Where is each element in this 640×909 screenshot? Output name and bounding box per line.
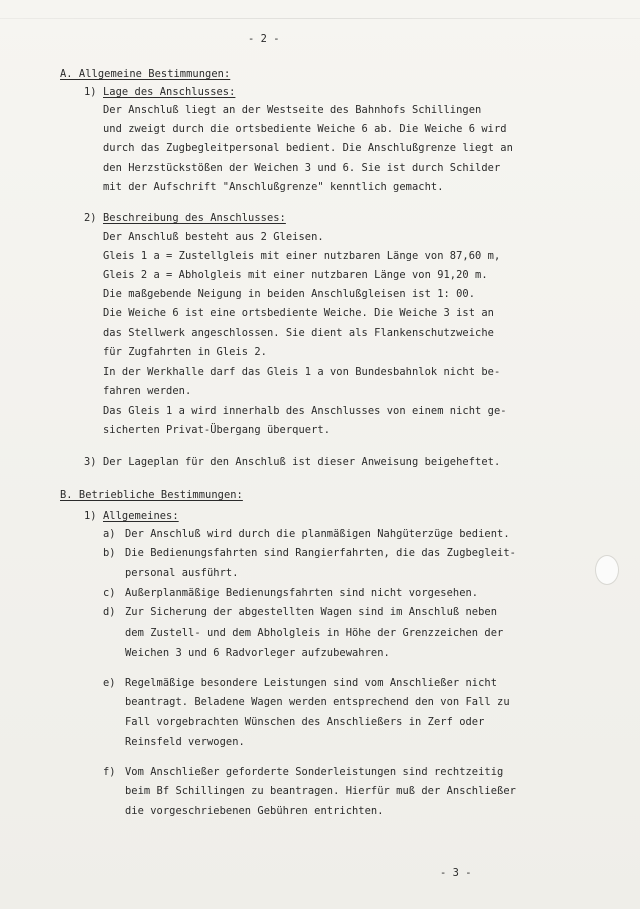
b1-subitem-line: die vorgeschriebenen Gebühren entrichten. [125,805,384,817]
section-b-heading: B. Betriebliche Bestimmungen: [60,489,243,501]
b1-subitem-letter: f) [103,766,116,778]
b1-subitem-line: Reinsfeld verwogen. [125,736,245,748]
b1-subitem-letter: a) [103,528,116,540]
page-number-bottom: - 3 - [440,867,472,879]
a2-number: 2) [84,212,97,224]
punch-hole [595,555,619,585]
a1-title: Lage des Anschlusses: [103,86,236,98]
a2-line: das Stellwerk angeschlossen. Sie dient als Flankenschutzweiche [103,327,494,339]
a1-line: mit der Aufschrift "Anschlußgrenze" kenntlich gemacht. [103,181,444,193]
a2-line: für Zugfahrten in Gleis 2. [103,346,267,358]
b1-subitem-line: Zur Sicherung der abgestellten Wagen sind im Anschluß neben [125,606,498,618]
b1-subitem-line: Die Bedienungsfahrten sind Rangierfahrten, die das Zugbegleit- [125,547,516,559]
a1-line: und zweigt durch die ortsbediente Weiche 6 ab. Die Weiche 6 wird [103,123,507,135]
a2-line: Gleis 2 a = Abholgleis mit einer nutzbaren Länge von 91,20 m. [103,269,488,281]
b1-subitem-line: Weichen 3 und 6 Radvorleger aufzubewahren. [125,647,390,659]
b1-number: 1) [84,510,97,522]
b1-subitem-line: Regelmäßige besondere Leistungen sind vom Anschließer nicht [125,677,498,689]
page-number-top: - 2 - [248,33,280,45]
a2-line: sicherten Privat-Übergang überquert. [103,424,331,436]
b1-subitem-line: personal ausführt. [125,567,239,579]
a1-line: Der Anschluß liegt an der Westseite des Bahnhofs Schillingen [103,104,482,116]
b1-subitem-letter: d) [103,606,116,618]
a2-line: Gleis 1 a = Zustellgleis mit einer nutzbaren Länge von 87,60 m, [103,250,501,262]
a2-line: In der Werkhalle darf das Gleis 1 a von Bundesbahnlok nicht be- [103,366,501,378]
a2-line: Das Gleis 1 a wird innerhalb des Anschlusses von einem nicht ge- [103,405,507,417]
a2-line: Die Weiche 6 ist eine ortsbediente Weiche. Die Weiche 3 ist an [103,307,494,319]
a2-title: Beschreibung des Anschlusses: [103,212,286,224]
b1-title: Allgemeines: [103,510,179,522]
a2-line: fahren werden. [103,385,192,397]
a2-line: Der Anschluß besteht aus 2 Gleisen. [103,231,324,243]
b1-subitem-line: Außerplanmäßige Bedienungsfahrten sind nicht vorgesehen. [125,587,479,599]
a3-number: 3) [84,456,97,468]
b1-subitem-letter: b) [103,547,116,559]
a3-text: Der Lageplan für den Anschluß ist dieser Anweisung beigeheftet. [103,456,501,468]
b1-subitem-line: Vom Anschließer geforderte Sonderleistungen sind rechtzeitig [125,766,504,778]
scan-edge [0,18,640,19]
b1-subitem-line: beantragt. Beladene Wagen werden entsprechend den von Fall zu [125,696,510,708]
b1-subitem-letter: e) [103,677,116,689]
section-a-heading: A. Allgemeine Bestimmungen: [60,68,231,80]
b1-subitem-line: Fall vorgebrachten Wünschen des Anschließers in Zerf oder [125,716,485,728]
a1-line: durch das Zugbegleitpersonal bedient. Die Anschlußgrenze liegt an [103,142,513,154]
b1-subitem-line: dem Zustell- und dem Abholgleis in Höhe der Grenzzeichen der [125,627,504,639]
b1-subitem-letter: c) [103,587,116,599]
a1-number: 1) [84,86,97,98]
b1-subitem-line: beim Bf Schillingen zu beantragen. Hierfür muß der Anschließer [125,785,516,797]
a2-line: Die maßgebende Neigung in beiden Anschlußgleisen ist 1: 00. [103,288,476,300]
a1-line: den Herzstückstößen der Weichen 3 und 6. Sie ist durch Schilder [103,162,501,174]
b1-subitem-line: Der Anschluß wird durch die planmäßigen Nahgüterzüge bedient. [125,528,510,540]
